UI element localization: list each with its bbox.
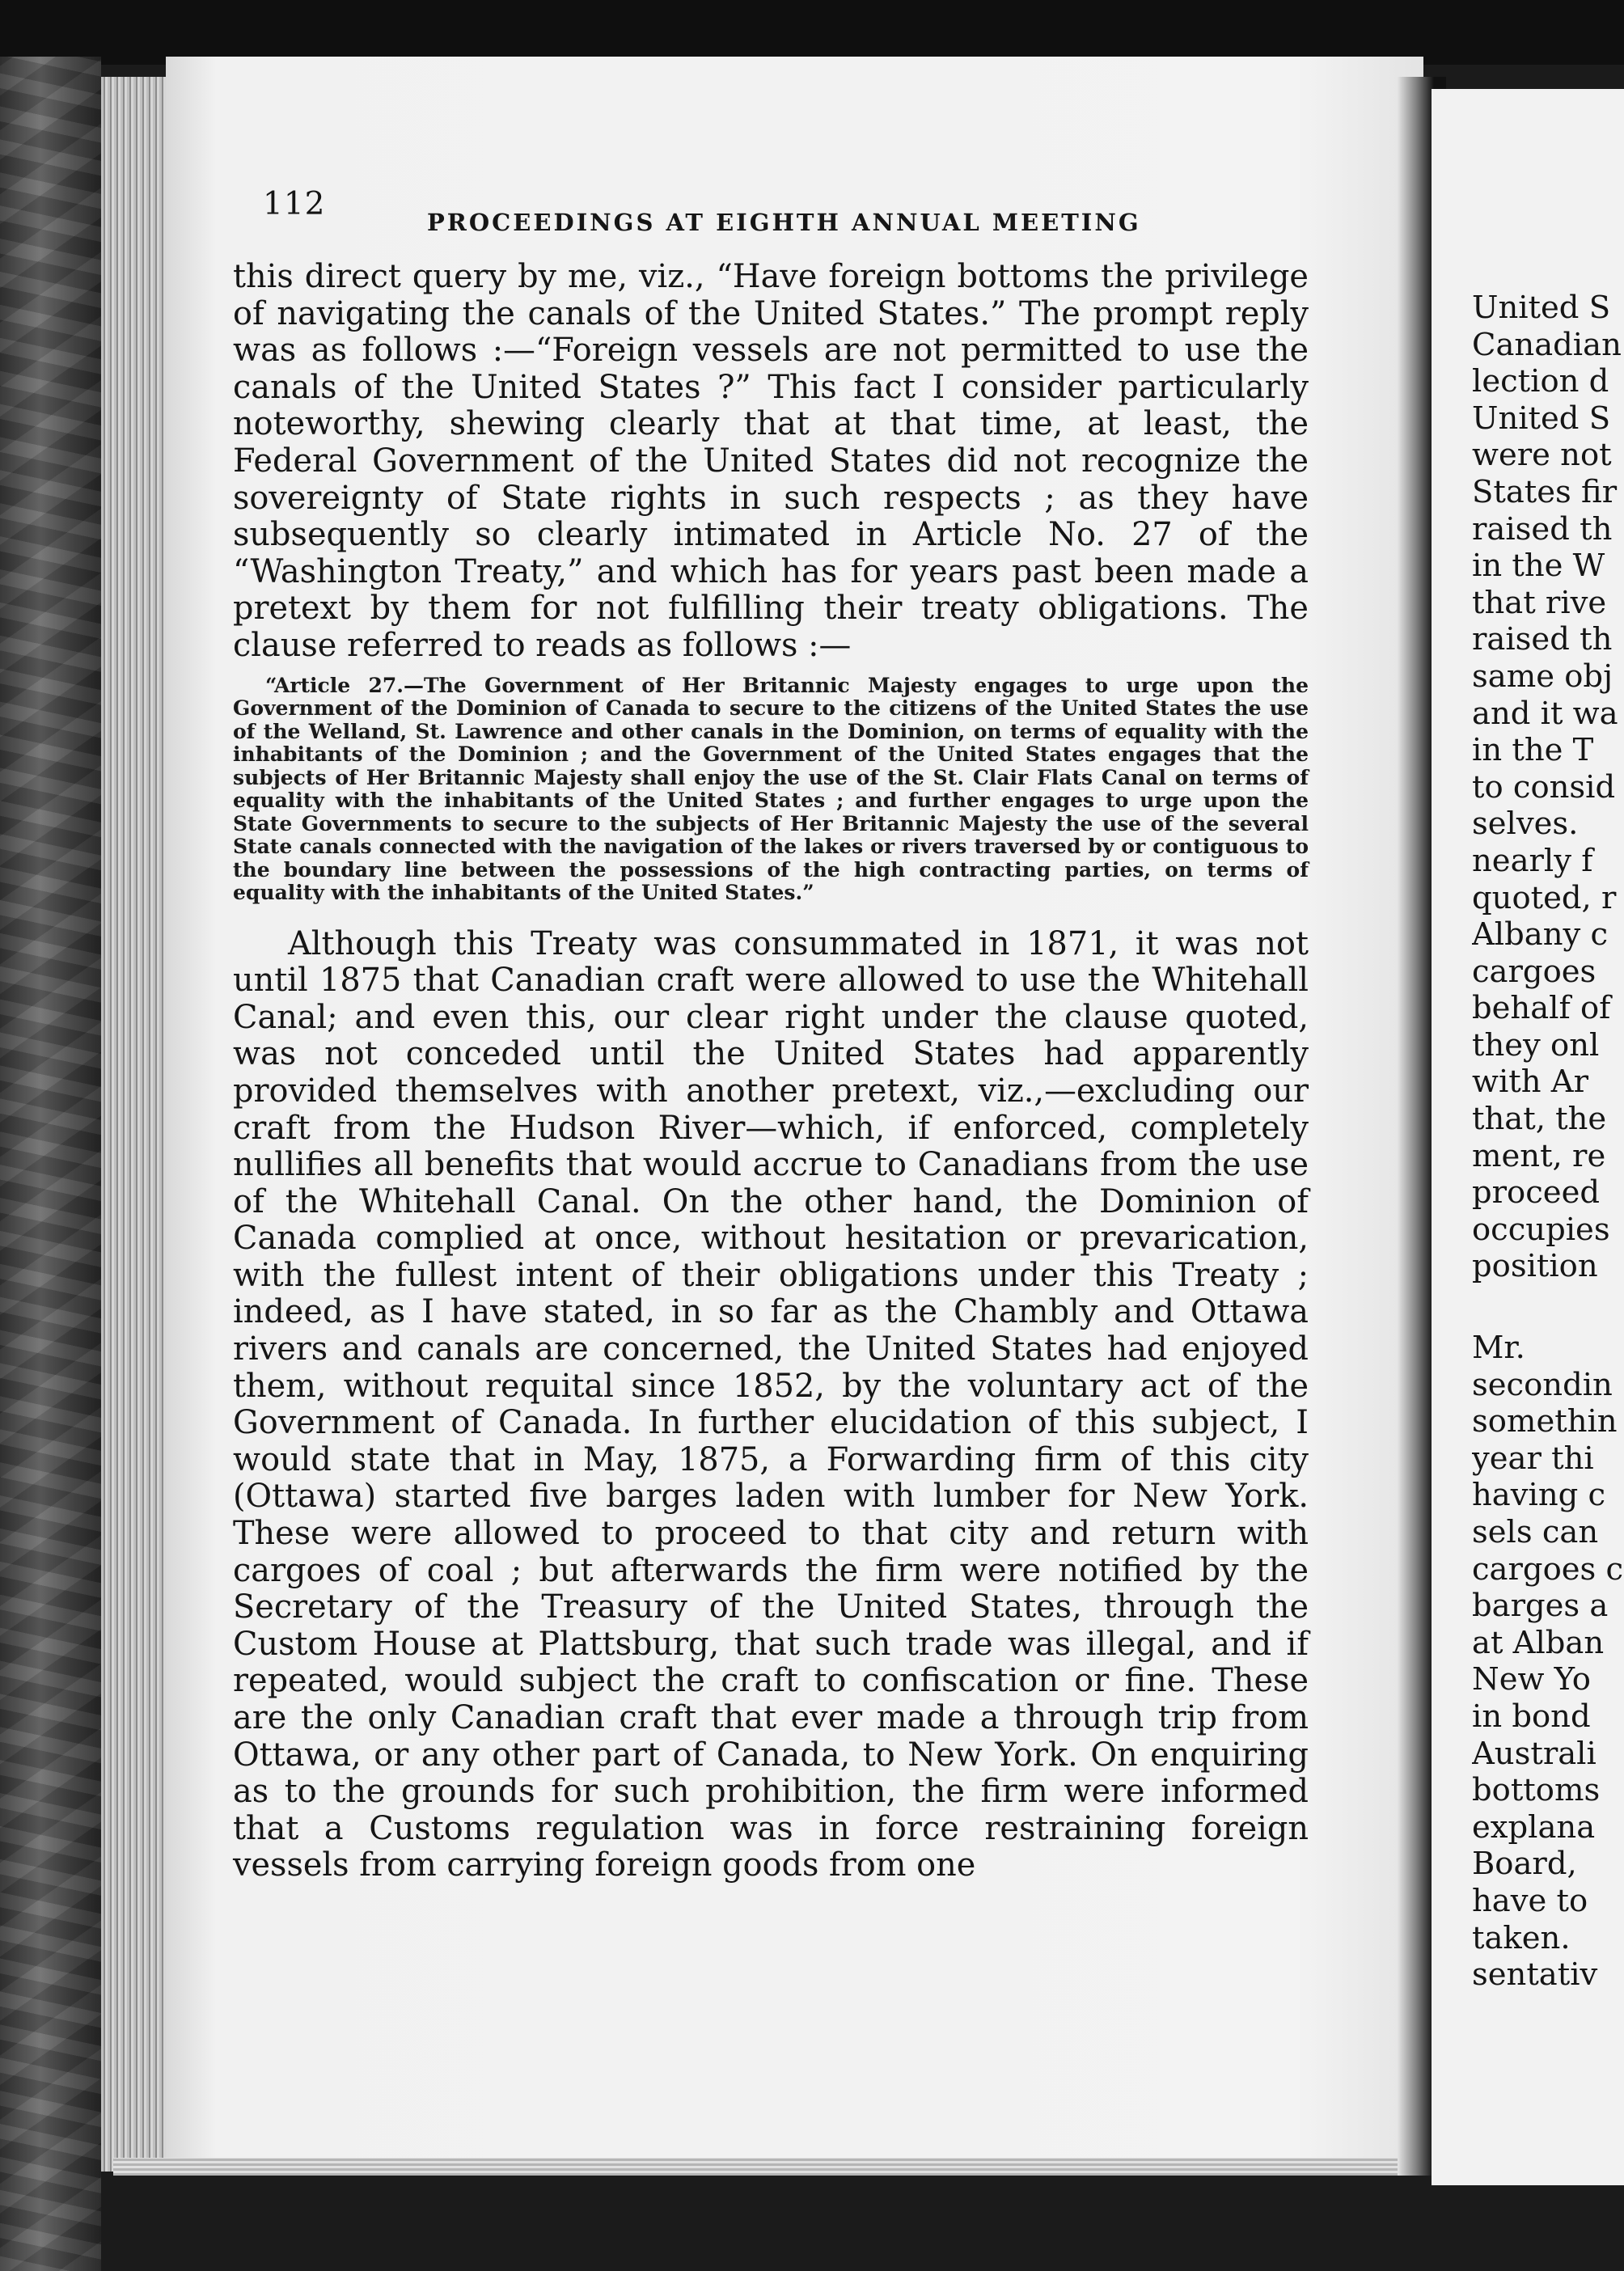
- right-page-b-line: barges a: [1472, 1588, 1609, 1625]
- right-page-b-line: cargoes c: [1472, 1550, 1624, 1588]
- page-edges: [101, 77, 170, 2172]
- right-page-a-line: position: [1472, 1248, 1598, 1285]
- right-page-b-line: secondin: [1472, 1366, 1613, 1403]
- right-page-b-line: Mr.: [1472, 1330, 1525, 1367]
- right-page-b-line: taken.: [1472, 1919, 1571, 1956]
- right-page-a-line: lection d: [1472, 363, 1609, 400]
- right-page-a-line: same obj: [1472, 658, 1613, 695]
- right-page-a-line: United S: [1472, 290, 1611, 326]
- right-page-a-line: nearly f: [1472, 842, 1593, 879]
- scan-top-border: [0, 0, 1624, 65]
- right-page-text: [1472, 290, 1624, 1994]
- right-page-a-line: raised th: [1472, 621, 1613, 658]
- right-page-a-line: Albany c: [1472, 916, 1609, 954]
- right-page-b-line: bottoms: [1472, 1772, 1601, 1809]
- right-page-b-line: year thi: [1472, 1440, 1594, 1477]
- right-page-a-line: that rive: [1472, 584, 1607, 621]
- right-page-a-line: were not: [1472, 437, 1612, 474]
- right-page-b-line: at Alban: [1472, 1624, 1605, 1661]
- marbled-book-edge: [0, 57, 101, 2271]
- right-page-b-line: have to: [1472, 1882, 1588, 1919]
- right-page-a-line: in the T: [1472, 732, 1594, 769]
- right-page-a-line: raised th: [1472, 510, 1613, 548]
- right-page-b-line: in bond: [1472, 1698, 1591, 1735]
- main-text-column: [233, 259, 1309, 1884]
- right-page-a-line: behalf of: [1472, 990, 1611, 1027]
- right-page-a-line: selves.: [1472, 806, 1579, 843]
- right-page-a-line: cargoes: [1472, 953, 1597, 990]
- treaty-quote: “Article 27.—The Government of Her Britannic Majesty engages to urge upon the Government of the Dominion of Canada to secure to the citizens of the United States the use of the Welland, St. Lawrence and other canals in the Dominion, on terms of equality with the inhabitants of the Dominion ; and the Government of the United States engages that the subjects of Her Britannic Majesty shall enjoy the use of the St. Clair Flats Canal on terms of equality with the inhabitants of the United States ; and further engages to urge upon the State Governments to secure to the subjects of Her Britannic Majesty the use of the several State canals connected with the navigation of the lakes or rivers traversed by or contiguous to the boundary line between the possessions of the high contracting parties, on terms of equality with the inhabitants of the United States.”: [233, 673, 1309, 905]
- page-number: 112: [263, 186, 326, 222]
- right-page-a-line: they onl: [1472, 1026, 1600, 1064]
- running-head: PROCEEDINGS AT EIGHTH ANNUAL MEETING: [427, 209, 1141, 236]
- right-page-b-line: somethin: [1472, 1403, 1618, 1440]
- right-page-b-line: Board,: [1472, 1846, 1577, 1883]
- right-page-a-line: ment, re: [1472, 1137, 1606, 1174]
- right-page-a-line: that, the: [1472, 1101, 1607, 1138]
- right-page-b-line: explana: [1472, 1808, 1596, 1846]
- right-page-a-line: proceed: [1472, 1174, 1601, 1212]
- right-page-b-line: sels can: [1472, 1514, 1599, 1550]
- right-page-a-line: with Ar: [1472, 1064, 1588, 1101]
- right-page-b-line: Australi: [1472, 1735, 1597, 1772]
- right-page-a-line: United S: [1472, 400, 1611, 437]
- page-bottom-edges: [113, 2158, 1407, 2176]
- right-page-a-line: to consid: [1472, 768, 1616, 806]
- paragraph-2: Although this Treaty was consummated in 1871, it was not until 1875 that Canadian craft were allowed to use the Whitehall Canal; and even this, our clear right under the clause quoted, was not conceded until the United States had apparently provided themselves with another pretext, viz.,—excluding our craft from the Hudson River—which, if enforced, completely nullifies all benefits that would accrue to Canadians from the use of the Whitehall Canal. On the other hand, the Dominion of Canada complied at once, without hesitation or prevarication, with the fullest intent of their obligations under this Treaty ; indeed, as I have stated, in so far as the Chambly and Ottawa rivers and canals are concerned, the United States had enjoyed them, without requital since 1852, by the voluntary act of the Government of Canada. In further elucidation of this subject, I would state that in May, 1875, a Forwarding firm of this city (Ottawa) started five barges laden with lumber for New York. These were allowed to proceed to that city and return with cargoes of coal ; but afterwards the firm were notified by the Secretary of the Treasury of the United States, through the Custom House at Plattsburg, that such trade was illegal, and if repeated, would subject the craft to confiscation or fine. These are the only Canadian craft that ever made a through trip from Ottawa, or any other part of Canada, to New York. On enquiring as to the grounds for such prohibition, the firm were informed that a Customs regulation was in force restraining foreign vessels from carrying foreign goods from one: [233, 924, 1309, 1884]
- right-page-a-line: States fir: [1472, 473, 1618, 510]
- right-page-a-line: and it wa: [1472, 695, 1618, 732]
- right-page-a-line: in the W: [1472, 548, 1605, 585]
- right-page-b-line: sentativ: [1472, 1956, 1598, 1994]
- right-page-a-line: Canadian: [1472, 326, 1622, 363]
- right-page-block-1: [1472, 290, 1624, 1285]
- right-page-a-line: quoted, r: [1472, 879, 1617, 916]
- right-page-a-line: occupies: [1472, 1211, 1610, 1248]
- paragraph-1: this direct query by me, viz., “Have foreign bottoms the privilege of navigating the canals of the United States.” The prompt reply was as follows :—“Foreign vessels are not permitted to use the canals of the United States ?” This fact I consider particularly noteworthy, shewing clearly that at that time, at least, the Federal Government of the United States did not recognize the sovereignty of State rights in such respects ; as they have subsequently so clearly intimated in Article No. 27 of the “Washington Treaty,” and which has for years past been made a pretext by them for not fulfilling their treaty obligations. The clause referred to reads as follows :—: [233, 258, 1309, 664]
- right-page-block-2: [1472, 1330, 1624, 1994]
- right-page-b-line: having c: [1472, 1477, 1606, 1514]
- right-page-b-line: New Yo: [1472, 1661, 1591, 1698]
